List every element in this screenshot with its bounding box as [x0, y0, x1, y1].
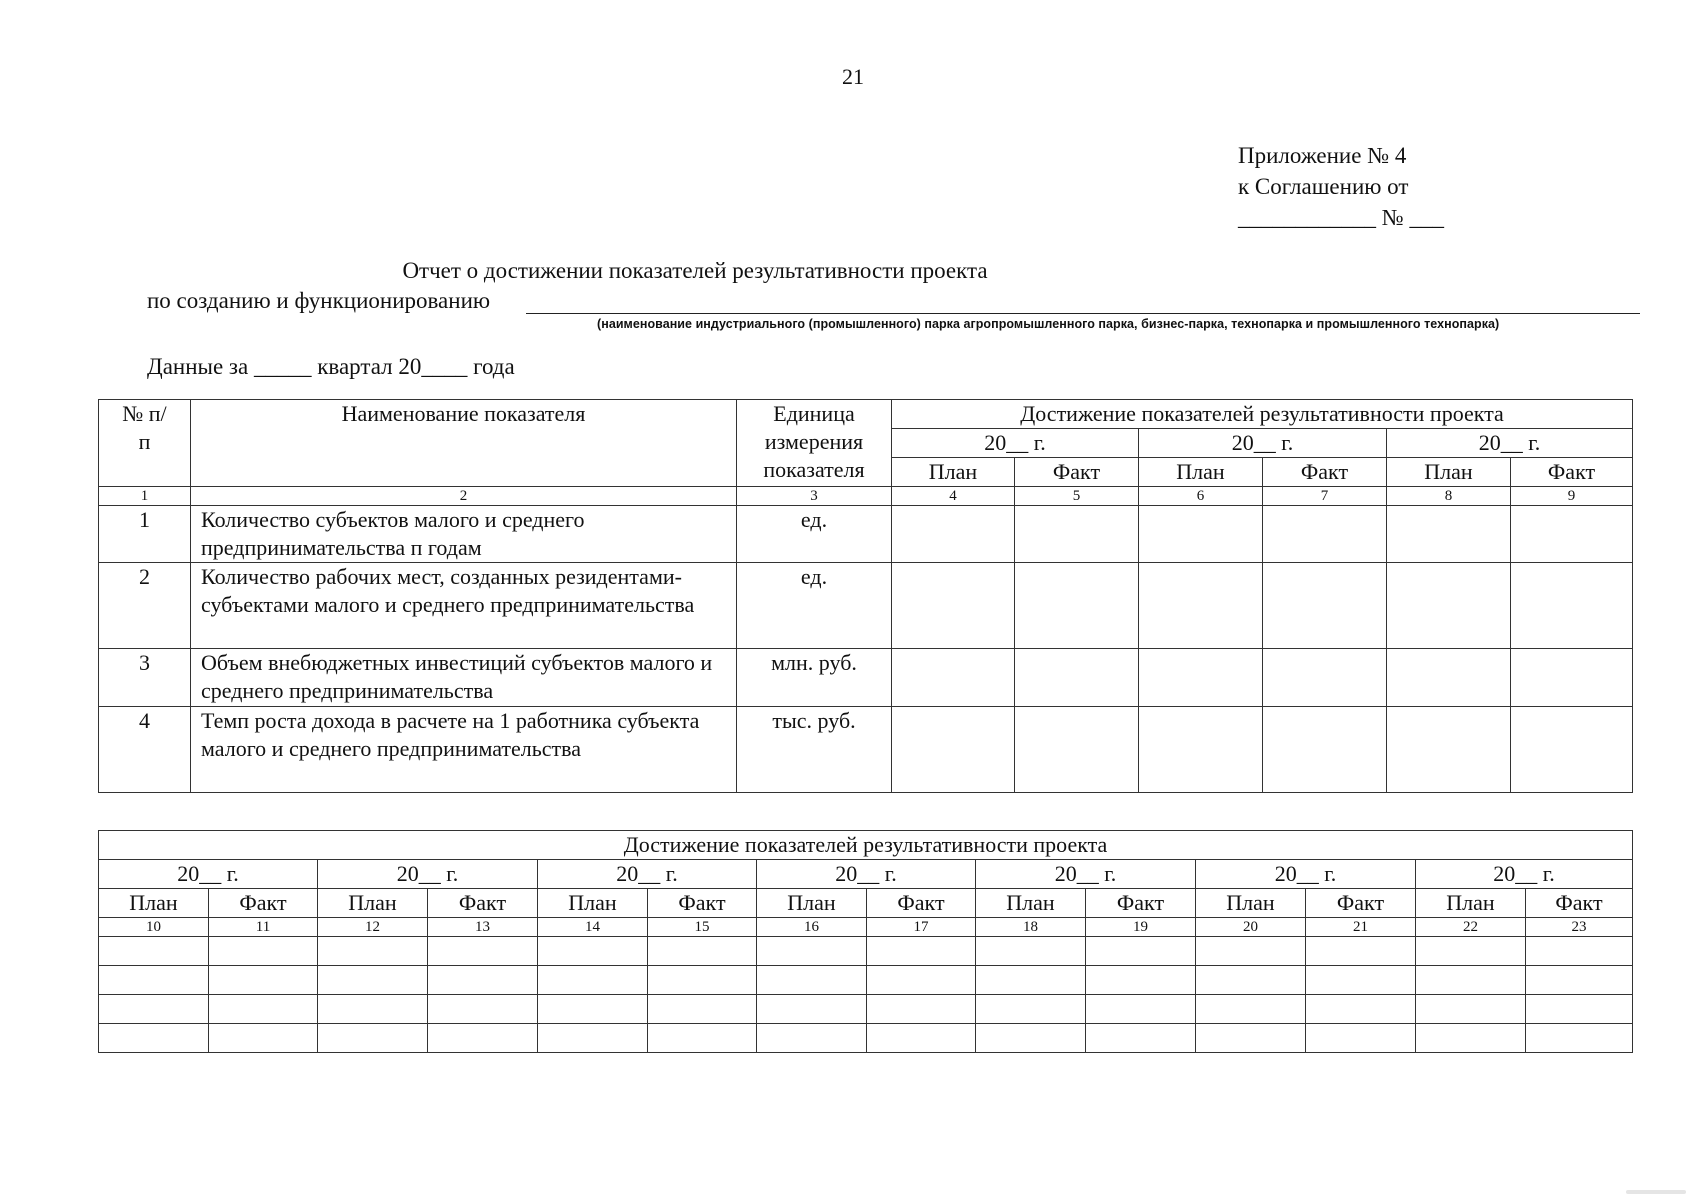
data-cell[interactable] [1416, 995, 1526, 1024]
data-cell[interactable] [1306, 937, 1416, 966]
data-cell[interactable] [99, 937, 209, 966]
row-unit: млн. руб. [737, 649, 892, 707]
column-number: 15 [648, 918, 757, 937]
row-num: 2 [99, 563, 191, 649]
data-cell[interactable] [318, 937, 428, 966]
data-cell[interactable] [976, 966, 1086, 995]
data-cell[interactable] [209, 966, 318, 995]
data-cell[interactable] [1511, 649, 1633, 707]
header-fact: Факт [1086, 889, 1196, 918]
column-number: 21 [1306, 918, 1416, 937]
table-row [99, 995, 1633, 1024]
header-fact: Факт [1263, 458, 1387, 487]
header-fact: Факт [1015, 458, 1139, 487]
data-cell[interactable] [1015, 649, 1139, 707]
header-plan: План [99, 889, 209, 918]
data-cell[interactable] [1196, 995, 1306, 1024]
header-unit: Единица измерения показателя [737, 400, 892, 487]
header-fact: Факт [1306, 889, 1416, 918]
header-year: 20__ г. [318, 860, 538, 889]
data-cell[interactable] [1015, 506, 1139, 563]
row-num: 4 [99, 707, 191, 793]
header-year: 20__ г. [1416, 860, 1633, 889]
data-cell[interactable] [892, 649, 1015, 707]
table-row [99, 937, 1633, 966]
data-cell[interactable] [1139, 649, 1263, 707]
data-cell[interactable] [1086, 995, 1196, 1024]
header-plan: План [892, 458, 1015, 487]
header-name: Наименование показателя [191, 400, 737, 487]
data-cell[interactable] [757, 937, 867, 966]
data-cell[interactable] [318, 966, 428, 995]
data-cell[interactable] [1086, 1024, 1196, 1053]
header-plan: План [1387, 458, 1511, 487]
header-year: 20__ г. [538, 860, 757, 889]
table-row [99, 707, 1633, 793]
header-fact: Факт [867, 889, 976, 918]
data-cell[interactable] [1416, 1024, 1526, 1053]
data-cell[interactable] [99, 995, 209, 1024]
data-cell[interactable] [867, 995, 976, 1024]
column-number: 8 [1387, 487, 1511, 506]
data-cell[interactable] [538, 966, 648, 995]
column-number: 7 [1263, 487, 1387, 506]
data-cell[interactable] [1306, 966, 1416, 995]
data-cell[interactable] [1139, 563, 1263, 649]
data-cell[interactable] [1263, 506, 1387, 563]
scan-artifact [1626, 1190, 1686, 1194]
data-cell[interactable] [538, 995, 648, 1024]
column-number: 11 [209, 918, 318, 937]
row-num: 1 [99, 506, 191, 563]
data-cell[interactable] [1526, 995, 1633, 1024]
row-name: Количество субъектов малого и среднего предпринимательства п годам [191, 506, 737, 563]
appendix-line-3: ____________ № ___ [1238, 205, 1444, 230]
data-cell[interactable] [1015, 563, 1139, 649]
data-cell[interactable] [1387, 649, 1511, 707]
data-cell[interactable] [1015, 707, 1139, 793]
data-cell[interactable] [318, 995, 428, 1024]
header-fact: Факт [1526, 889, 1633, 918]
table-row [99, 506, 1633, 563]
column-number: 22 [1416, 918, 1526, 937]
data-cell[interactable] [538, 937, 648, 966]
column-number: 5 [1015, 487, 1139, 506]
header-year: 20__ г. [757, 860, 976, 889]
header-fact: Факт [428, 889, 538, 918]
data-cell[interactable] [867, 1024, 976, 1053]
data-cell[interactable] [428, 1024, 538, 1053]
column-number: 16 [757, 918, 867, 937]
header-plan: План [1416, 889, 1526, 918]
header-fact: Факт [648, 889, 757, 918]
table-row [99, 649, 1633, 707]
data-cell[interactable] [1526, 966, 1633, 995]
data-cell[interactable] [209, 1024, 318, 1053]
header-achievement: Достижение показателей результативности проекта [892, 400, 1633, 429]
data-cell[interactable] [99, 966, 209, 995]
data-cell[interactable] [1086, 937, 1196, 966]
page-number: 21 [842, 64, 864, 89]
data-cell[interactable] [318, 1024, 428, 1053]
data-cell[interactable] [1387, 506, 1511, 563]
column-number: 6 [1139, 487, 1263, 506]
header-plan: План [538, 889, 648, 918]
row-unit: тыс. руб. [737, 707, 892, 793]
data-cell[interactable] [1263, 563, 1387, 649]
row-unit: ед. [737, 506, 892, 563]
table-row [99, 1024, 1633, 1053]
report-subtitle: по созданию и функционированию [147, 288, 491, 313]
header-plan: План [976, 889, 1086, 918]
data-cell[interactable] [99, 1024, 209, 1053]
header-plan: План [757, 889, 867, 918]
data-cell[interactable] [1196, 966, 1306, 995]
column-number: 14 [538, 918, 648, 937]
data-cell[interactable] [648, 1024, 757, 1053]
column-number: 20 [1196, 918, 1306, 937]
data-cell[interactable] [538, 1024, 648, 1053]
data-cell[interactable] [1306, 1024, 1416, 1053]
data-cell[interactable] [1387, 563, 1511, 649]
header-year-1: 20__ г. [892, 429, 1139, 458]
header-num: № п/п [99, 400, 191, 487]
data-cell[interactable] [1306, 995, 1416, 1024]
data-cell[interactable] [892, 506, 1015, 563]
achievement-continuation-table [98, 830, 1633, 1053]
appendix-block [1238, 140, 1444, 233]
data-cell[interactable] [1263, 707, 1387, 793]
header-year-2: 20__ г. [1139, 429, 1387, 458]
data-cell[interactable] [892, 563, 1015, 649]
data-cell[interactable] [1196, 1024, 1306, 1053]
row-name: Количество рабочих мест, созданных резидентами-субъектами малого и среднего предпринимательства [191, 563, 737, 649]
data-cell[interactable] [1511, 563, 1633, 649]
data-cell[interactable] [757, 995, 867, 1024]
report-title: Отчет о достижении показателей результативности проекта [402, 258, 988, 283]
data-cell[interactable] [976, 1024, 1086, 1053]
row-num: 3 [99, 649, 191, 707]
header-achievement: Достижение показателей результативности проекта [99, 831, 1633, 860]
column-number: 9 [1511, 487, 1633, 506]
data-cell[interactable] [1139, 707, 1263, 793]
row-unit: ед. [737, 563, 892, 649]
subtitle-note: (наименование индустриального (промышленного) парка агропромышленного парка, бизнес-парка, технопарка и промышленного технопарка) [597, 317, 1500, 331]
column-number: 4 [892, 487, 1015, 506]
data-cell[interactable] [867, 937, 976, 966]
data-cell[interactable] [648, 995, 757, 1024]
data-cell[interactable] [1416, 966, 1526, 995]
row-name: Объем внебюджетных инвестиций субъектов малого и среднего предпринимательства [191, 649, 737, 707]
column-number: 12 [318, 918, 428, 937]
indicators-table [98, 399, 1633, 793]
data-cell[interactable] [1511, 707, 1633, 793]
data-cell[interactable] [428, 966, 538, 995]
data-cell[interactable] [976, 937, 1086, 966]
column-number: 10 [99, 918, 209, 937]
header-year: 20__ г. [976, 860, 1196, 889]
header-plan: План [1196, 889, 1306, 918]
data-cell[interactable] [209, 995, 318, 1024]
row-name: Темп роста дохода в расчете на 1 работника субъекта малого и среднего предпринимательства [191, 707, 737, 793]
column-number: 23 [1526, 918, 1633, 937]
header-year-3: 20__ г. [1387, 429, 1633, 458]
data-cell[interactable] [1387, 707, 1511, 793]
data-cell[interactable] [648, 937, 757, 966]
column-number: 1 [99, 487, 191, 506]
data-cell[interactable] [757, 966, 867, 995]
data-cell[interactable] [428, 995, 538, 1024]
column-number: 19 [1086, 918, 1196, 937]
data-cell[interactable] [1196, 937, 1306, 966]
subtitle-underline [526, 313, 1640, 314]
column-number: 13 [428, 918, 538, 937]
column-number: 17 [867, 918, 976, 937]
column-number: 3 [737, 487, 892, 506]
data-cell[interactable] [867, 966, 976, 995]
data-cell[interactable] [1526, 1024, 1633, 1053]
header-fact: Факт [1511, 458, 1633, 487]
data-cell[interactable] [428, 937, 538, 966]
data-cell[interactable] [976, 995, 1086, 1024]
column-number: 18 [976, 918, 1086, 937]
header-year: 20__ г. [1196, 860, 1416, 889]
header-fact: Факт [209, 889, 318, 918]
column-number: 2 [191, 487, 737, 506]
data-cell[interactable] [1139, 506, 1263, 563]
data-cell[interactable] [1086, 966, 1196, 995]
header-plan: План [1139, 458, 1263, 487]
table-row [99, 966, 1633, 995]
data-cell[interactable] [1263, 649, 1387, 707]
data-cell[interactable] [892, 707, 1015, 793]
data-cell[interactable] [757, 1024, 867, 1053]
appendix-line-1: Приложение № 4 [1238, 143, 1407, 168]
data-cell[interactable] [209, 937, 318, 966]
data-cell[interactable] [1526, 937, 1633, 966]
data-cell[interactable] [1416, 937, 1526, 966]
data-cell[interactable] [648, 966, 757, 995]
reporting-period: Данные за _____ квартал 20____ года [147, 354, 515, 379]
appendix-line-2: к Соглашению от [1238, 174, 1409, 199]
table-row [99, 563, 1633, 649]
header-plan: План [318, 889, 428, 918]
header-year: 20__ г. [99, 860, 318, 889]
data-cell[interactable] [1511, 506, 1633, 563]
